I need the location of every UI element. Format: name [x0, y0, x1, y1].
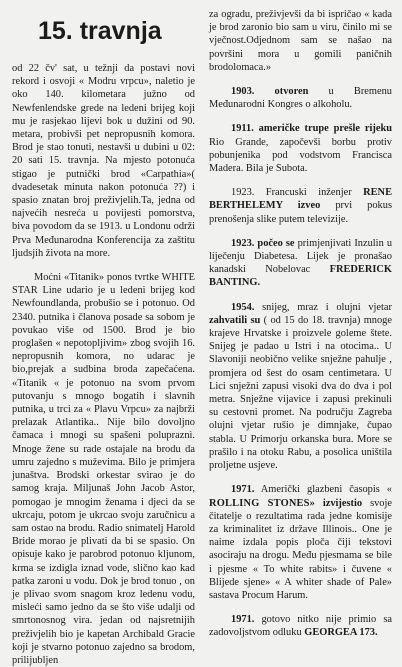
entry-1971a-bold: » izvijestio [309, 497, 363, 509]
entry-1971b-name: GEORGEA 173. [304, 627, 378, 639]
entry-1971a-mid: Američki glazbeni časopis « [254, 484, 392, 496]
entry-1923-insulin [209, 237, 392, 290]
entry-1971-georgea [209, 613, 392, 639]
entry-1903-lead: 1903. otvoren [231, 86, 309, 98]
entry-1923-television-pre: 1923. Francuski inženjer [231, 187, 364, 199]
entry-1923-television-name: RENE BERTHELEMY izveo [209, 187, 392, 212]
entry-1923-insulin-lead: 1923. počeo se [231, 237, 295, 249]
entry-1911 [209, 122, 392, 175]
entry-1954-bold: zahvatili su [209, 314, 261, 326]
entry-1971b-text: gotovo nitko nije primio sa zadovoljstvom odluku [209, 614, 392, 639]
entry-1954 [209, 301, 392, 473]
two-column-layout [12, 8, 393, 666]
titanic-paragraph-continued: za ogradu, preživjevši da bi ispričao « kada je brod zaronio bio sam u viru, činilo mi se vječnost.Odjednom sam se našao na površini mora u gomili paničnih brodolomaca.» [209, 9, 392, 73]
entry-1971b-lead: 1971. [231, 614, 255, 626]
entry-1971a-text: svoje čitatelje o rezultatima rada jedne komisije za kriminalitet iz države Illinois.. One je naime izdala popis ploča čiji tekstovi asociraju na drogu. Među pjesmama se bile i pjesme « To white rabits» i čuvene « Blijede sjene» « A whiter shade of Pale» sastava Procum Harum. [209, 497, 392, 601]
right-column [209, 8, 392, 640]
entry-1923-insulin-text: primjenjivati Inzulin u liječenju Diabetesa. Lijek je pronašao kanadski Nobelovac [209, 237, 393, 276]
entry-1911-text: Rio Grande, započevši borbu protiv pobunjenika pod vodstvom Francisca Madera. Bila je Subota. [209, 136, 392, 175]
entry-1971a-lead: 1971. [231, 484, 255, 496]
entry-1954-text: ( od 15 do 18. travnja) mnoge krajeve Hrvatske i proizvele goleme štete. Snijeg je padao u Istri i na otocima.. U Slavoniji neobično velike snježne pahulje , promjera od šest do osam centimetara. U Lici snježni zapusi visoki dva do dva i pol metra. Snježne vijavice i zapusi prekinuli su cestovni promet. Na području Zagreba olujni vjetar rušio je dimnjake, čupao stabla. U Primorju orkanska bura. More se prašilo i na otoku Rabu, a posolica uništila proljetne usjeve. [209, 314, 392, 472]
titanic-paragraph-1: od 22 čv' sat, u težnji da postavi novi rekord i osvoji « Modru vrpcu», naletio je oko 140. kilometara južno od Newfenlendske grede na ledeni brijeg koji mu je rasjekao lijevi bok u dužini od 90. metara, probivši pet nepropusnih komora. Brod je stao tonuti, nestavši u dubini u 02: 20 sati 15. travnja. Na mjesto potonuća stigao je putnički brod «Carpathia»( dvadesetak minuta nakon potonuća ??) i spasio znatan broj preživjelih.Ta, jedna od najvećih nesreća u povijesti pomorstva, biva povodom da se 1913. u Londonu održi Prva Međunarodna Konferencija za zaštitu ljudsjih života na more. [12, 63, 195, 259]
entry-1903-text: u Bremenu Međunarodni Kongres o alkoholu. [209, 86, 392, 111]
entry-1971a-band: ROLLING STONES [209, 497, 310, 509]
page-title: 15. travnja [38, 17, 162, 45]
left-column [12, 8, 195, 666]
entry-1954-mid: snijeg, mraz i olujni vjetar [254, 301, 392, 313]
entry-1923-insulin-name: FREDERICK BANTING. [209, 264, 392, 289]
titanic-paragraph-2: Moćni «Titanik» ponos tvrtke WHITE STAR Line udario je u ledeni brijeg kod Newfoundlanda, probušio se i potonuo. Od 2340. putnika i članova posade sa sobom je povukao više od 1500. Brod je bio proglašen « nepotopljivim» zbog svojih 16. nepropusnih komora, no udarac je bio,prejak a sudbina broda zapečaćena. «Titanik « je potonuo na svom prvom putovanju s mnogo bogatih i slavnih putnika, u trci za « Plavu Vrpcu» za najbrži prelazak Atlantika.. Nije bilo dovoljno čamaca i mnogi su spašeni polupraznì. Mnoge žene su rade ostajale na brodu da umru zajedno s muževima. Bilo je primjera junaštva. Brodski orkestar svirao je do samog kraja. Miljunaš John Jacob Astor, pomogao je mnogim ženama i djeci da se ukrcaju, potom je ukrcao svoju zaručnicu a sam ostao na brodu. Radio snimatelj Harold Bride morao je plivati da bi se spasio. On opisuje kako je parobrod potonuo kljunom, krma se izdigla iznad vode, slično kao kad patka zaroni u vodu. Dok je brod tonuo , on je plivao svom snagom kroz ledenu vodu, misleći samo jedno da se što više udalji od smrtonosnog vira. jedan od najsretnijih preživjelih bio je kapetan Archibald Gracie koji je stvarno potonuo zajedno sa brodom, prilijubljen [12, 272, 195, 666]
entry-1923-television-text: prvi pokus prenošenja slike putem televizije. [209, 200, 392, 225]
entry-1971-rolling-stones [209, 483, 392, 602]
entry-1903 [209, 85, 392, 111]
entry-1923-television [209, 186, 392, 226]
entry-1911-lead: 1911. američke trupe prešle rijeku [231, 123, 392, 135]
entry-1954-lead: 1954. [231, 301, 255, 313]
